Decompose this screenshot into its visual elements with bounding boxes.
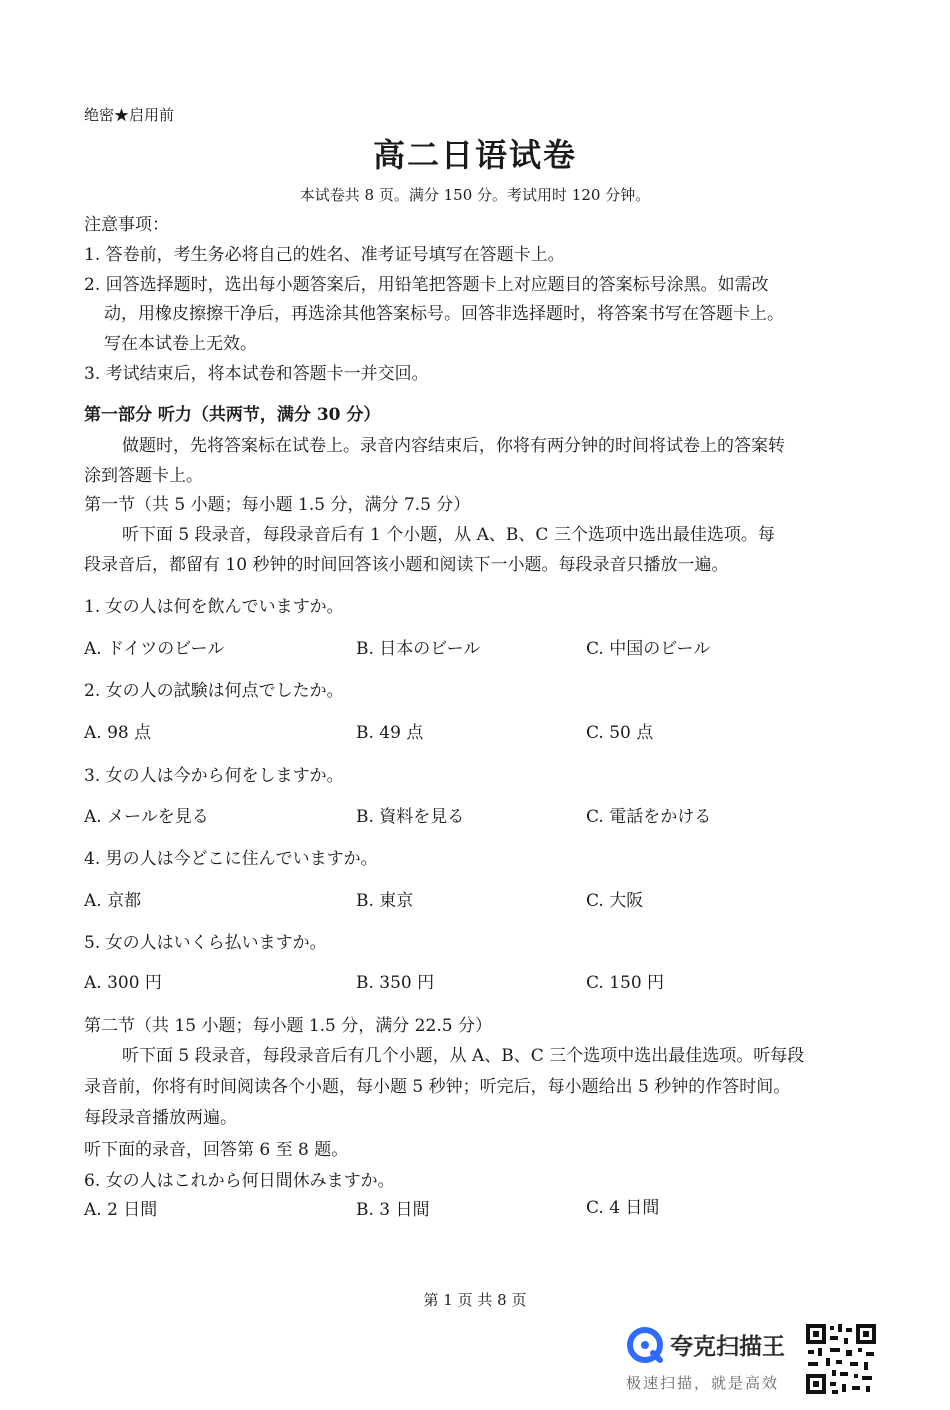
part1-heading: 第一部分 听力（共两节，满分 30 分） <box>84 405 381 425</box>
question-text: 6. 女の人はこれから何日間休みますか。 <box>84 1171 395 1191</box>
part1-intro: 做题时，先将答案标在试卷上。录音内容结束后，你将有两分钟的时间将试卷上的答案转 <box>122 436 785 456</box>
section2-intro: 听下面 5 段录音，每段录音后有几个小题，从 A、B、C 三个选项中选出最佳选项。听每段 <box>122 1046 805 1066</box>
exam-info: 本试卷共 8 页。满分 150 分。考试用时 120 分钟。 <box>299 186 651 204</box>
option-c: C. 電話をかける <box>586 807 712 827</box>
option-b: B. 3 日間 <box>356 1200 430 1220</box>
option-b: B. 日本のビール <box>356 639 481 659</box>
listen-prompt: 听下面的录音，回答第 6 至 8 题。 <box>84 1140 349 1160</box>
question-text: 2. 女の人の試験は何点でしたか。 <box>84 681 344 701</box>
option-a: A. ドイツのビール <box>84 639 225 659</box>
option-b: B. 東京 <box>356 891 414 911</box>
notice-item: 1. 答卷前，考生务必将自己的姓名、准考证号填写在答题卡上。 <box>84 245 565 265</box>
quark-logo-icon <box>626 1326 664 1364</box>
watermark-tagline: 极速扫描，就是高效 <box>626 1374 780 1392</box>
confidential-label: 绝密★启用前 <box>84 106 175 124</box>
option-a: A. 2 日間 <box>84 1200 158 1220</box>
option-c: C. 50 点 <box>586 723 654 743</box>
notice-item: 3. 考试结束后，将本试卷和答题卡一并交回。 <box>84 364 429 384</box>
option-c: C. 4 日間 <box>586 1198 660 1218</box>
section2-intro: 每段录音播放两遍。 <box>84 1108 237 1128</box>
option-a: A. 京都 <box>84 891 142 911</box>
option-b: B. 350 円 <box>356 973 435 993</box>
option-a: A. 98 点 <box>84 723 152 743</box>
qr-code-icon <box>804 1322 878 1396</box>
section2-intro: 录音前，你将有时间阅读各个小题，每小题 5 秒钟；听完后，每小题给出 5 秒钟的作答时间。 <box>84 1077 791 1097</box>
question-text: 3. 女の人は今から何をしますか。 <box>84 766 344 786</box>
scanner-watermark <box>622 1322 882 1396</box>
option-b: B. 49 点 <box>356 723 424 743</box>
section1-intro: 听下面 5 段录音，每段录音后有 1 个小题，从 A、B、C 三个选项中选出最佳选项。每 <box>122 525 775 545</box>
notice-item: 写在本试卷上无效。 <box>104 334 257 354</box>
option-a: A. 300 円 <box>84 973 162 993</box>
page-number: 第 1 页 共 8 页 <box>423 1291 527 1309</box>
question-text: 1. 女の人は何を飲んでいますか。 <box>84 597 344 617</box>
section1-intro: 段录音后，都留有 10 秒钟的时间回答该小题和阅读下一小题。每段录音只播放一遍。 <box>84 555 729 575</box>
part1-intro: 涂到答题卡上。 <box>84 466 203 486</box>
section1-heading: 第一节（共 5 小题；每小题 1.5 分，满分 7.5 分） <box>84 495 471 515</box>
page-title: 高二日语试卷 <box>372 136 577 174</box>
watermark-brand: 夸克扫描王 <box>670 1334 785 1360</box>
question-text: 4. 男の人は今どこに住んでいますか。 <box>84 849 378 869</box>
notice-heading: 注意事项： <box>84 215 169 235</box>
option-c: C. 大阪 <box>586 891 644 911</box>
notice-item: 动，用橡皮擦擦干净后，再选涂其他答案标号。回答非选择题时，将答案书写在答题卡上。 <box>104 304 784 324</box>
option-b: B. 資料を見る <box>356 807 465 827</box>
notice-item: 2. 回答选择题时，选出每小题答案后，用铅笔把答题卡上对应题目的答案标号涂黑。如需改 <box>84 275 769 295</box>
option-a: A. メールを見る <box>84 807 209 827</box>
section2-heading: 第二节（共 15 小题；每小题 1.5 分，满分 22.5 分） <box>84 1016 492 1036</box>
option-c: C. 150 円 <box>586 973 665 993</box>
question-text: 5. 女の人はいくら払いますか。 <box>84 933 327 953</box>
option-c: C. 中国のビール <box>586 639 711 659</box>
